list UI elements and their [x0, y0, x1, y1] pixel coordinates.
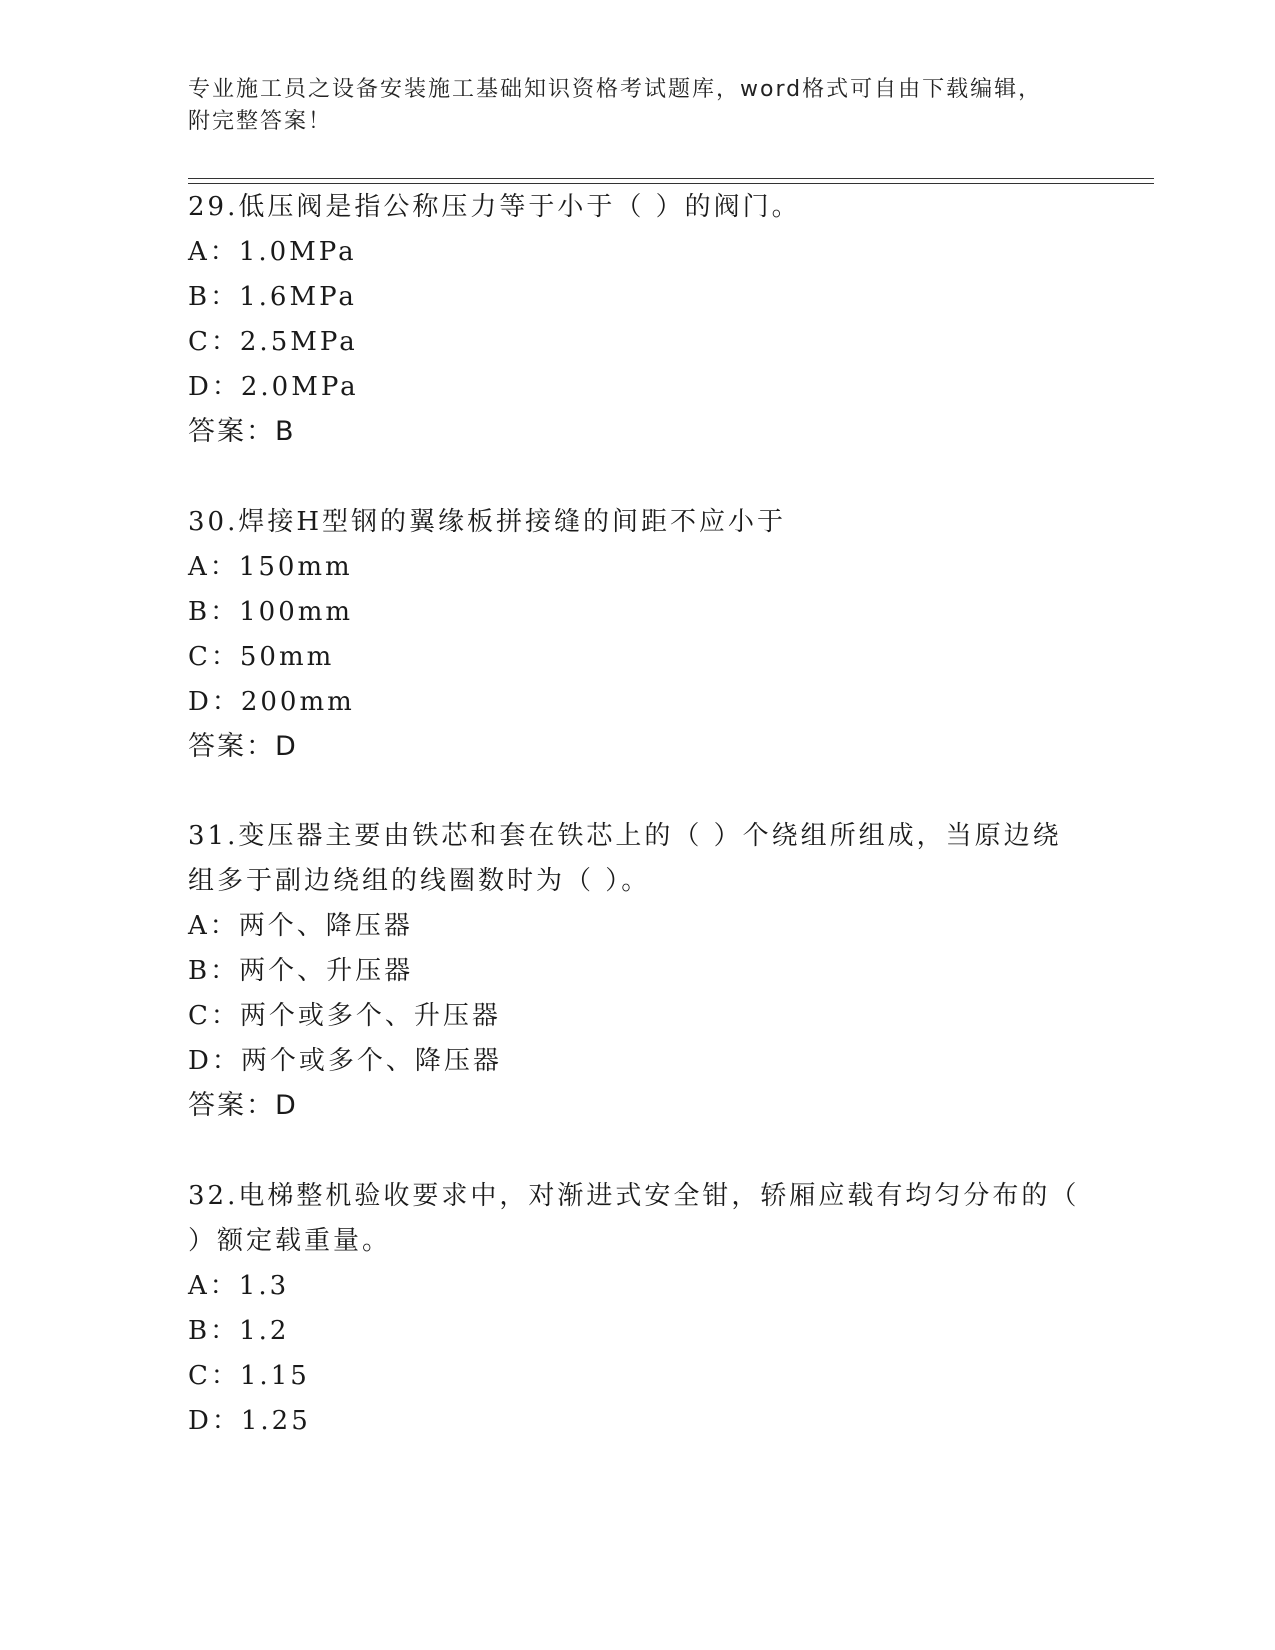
question-29-option-b: B：1.6MPa [188, 282, 357, 312]
question-31-answer: 答案：D [188, 1090, 298, 1121]
question-32-option-d: D：1.25 [188, 1406, 311, 1436]
question-30-answer: 答案：D [188, 731, 298, 762]
question-30-option-b: B：100mm [188, 597, 354, 627]
header-line-1: 专业施工员之设备安装施工基础知识资格考试题库，word格式可自由下载编辑， [188, 77, 1043, 102]
question-30-option-c: C：50mm [188, 642, 335, 672]
question-30-option-d: D：200mm [188, 687, 355, 717]
question-29-stem: 29.低压阀是指公称压力等于小于（ ）的阀门。 [188, 192, 801, 222]
header-divider-top [188, 178, 1154, 179]
question-32-option-a: A：1.3 [188, 1271, 290, 1301]
question-31-option-a: A：两个、降压器 [188, 911, 413, 941]
question-31-option-b: B：两个、升压器 [188, 956, 414, 986]
question-31-option-c: C：两个或多个、升压器 [188, 1001, 501, 1031]
header-line-2: 附完整答案！ [188, 109, 333, 134]
question-29-option-a: A：1.0MPa [188, 237, 357, 267]
question-32-stem-line-2: ）额定载重量。 [188, 1226, 392, 1256]
question-32-option-c: C：1.15 [188, 1361, 310, 1391]
question-32-option-b: B：1.2 [188, 1316, 290, 1346]
question-29-option-d: D：2.0MPa [188, 372, 359, 402]
question-30-option-a: A：150mm [188, 552, 353, 582]
question-31-stem-line-1: 31.变压器主要由铁芯和套在铁芯上的（ ）个绕组所组成，当原边绕 [188, 821, 1062, 851]
question-31-option-d: D：两个或多个、降压器 [188, 1046, 502, 1076]
question-32-stem-line-1: 32.电梯整机验收要求中，对渐进式安全钳，轿厢应载有均匀分布的（ [188, 1181, 1080, 1211]
question-29-answer: 答案：B [188, 416, 296, 447]
question-29-option-c: C：2.5MPa [188, 327, 358, 357]
document-header [188, 74, 1088, 138]
question-30-stem: 30.焊接H型钢的翼缘板拼接缝的间距不应小于 [188, 507, 787, 537]
question-31-stem-line-2: 组多于副边绕组的线圈数时为（ ）。 [188, 866, 651, 896]
